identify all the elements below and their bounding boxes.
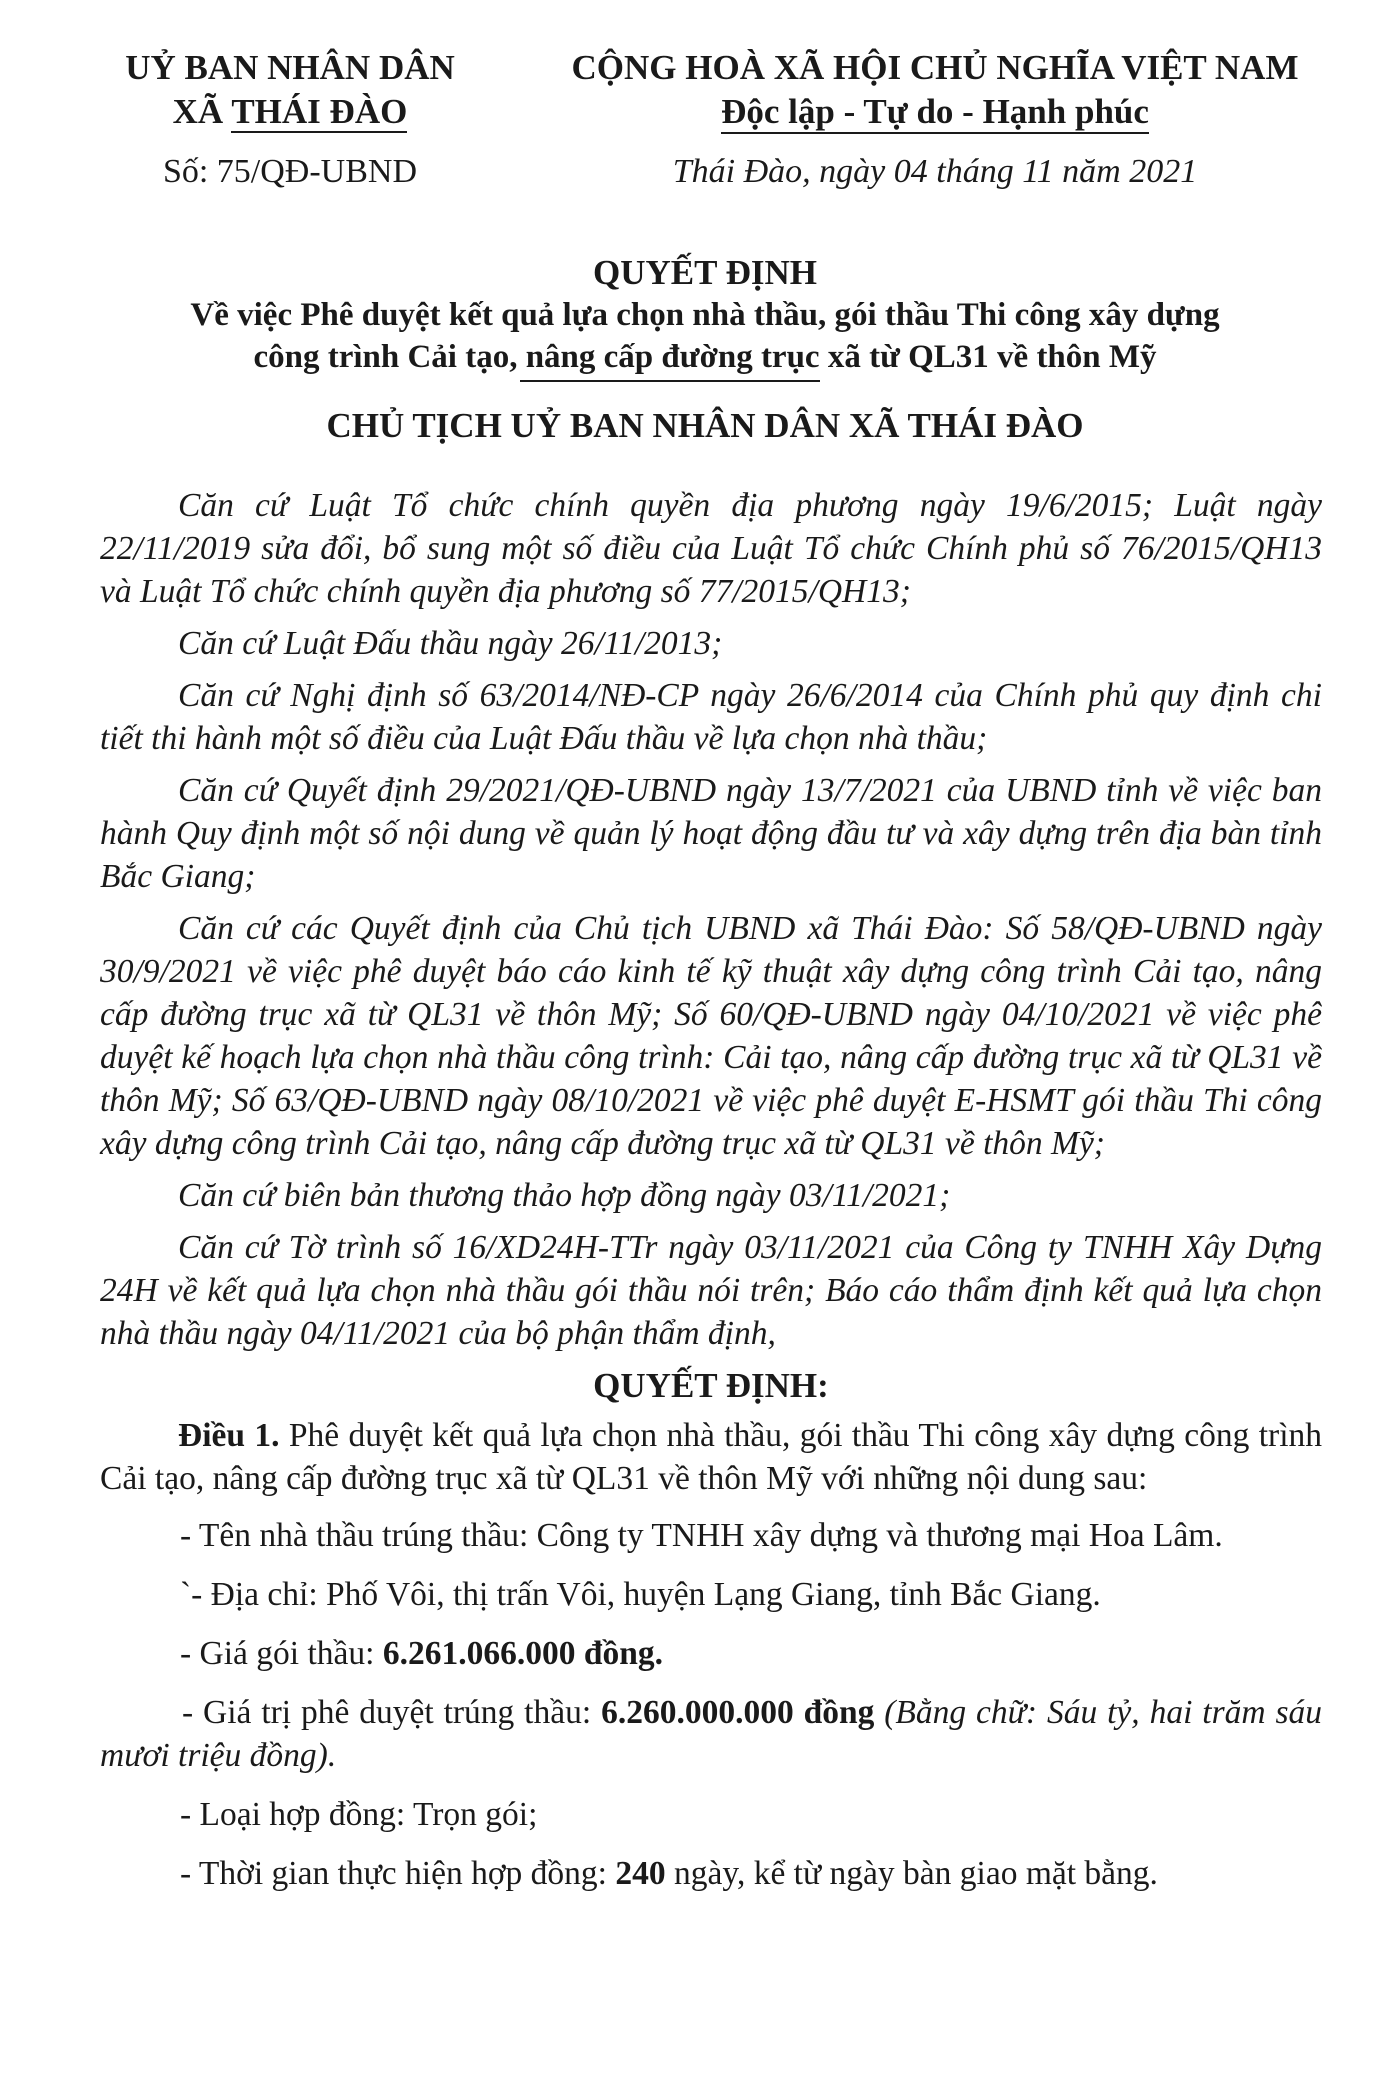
issuing-agency-block <box>70 46 510 194</box>
document-body <box>100 484 1322 1911</box>
agency-name-underlined: THÁI ĐÀO <box>231 92 408 131</box>
package-price <box>100 1632 1322 1675</box>
package-price-value: 6.261.066.000 đồng. <box>382 1635 663 1672</box>
national-motto-line <box>540 90 1330 134</box>
contract-duration-rest: ngày, kể từ ngày bàn giao mặt bằng. <box>665 1855 1158 1892</box>
national-title-block <box>540 46 1330 194</box>
award-value-label: - Giá trị phê duyệt trúng thầu: <box>182 1694 602 1731</box>
article-1-label: Điều 1. <box>178 1417 280 1454</box>
legal-basis-paragraph: Căn cứ Tờ trình số 16/XD24H-TTr ngày 03/11/2021 của Công ty TNHH Xây Dựng 24H về kết quả lựa chọn nhà thầu gói thầu nói trên; Báo cáo thẩm định kết quả lựa chọn nhà thầu ngày 04/11/2021 của bộ phận thẩm định, <box>100 1229 1322 1352</box>
article-1 <box>100 1414 1322 1500</box>
document-type: QUYẾT ĐỊNH <box>593 253 817 292</box>
legal-basis-paragraph: Căn cứ Luật Tổ chức chính quyền địa phương ngày 19/6/2015; Luật ngày 22/11/2019 sửa đổi, bổ sung một số điều của Luật Tổ chức Chính phủ số 76/2015/QH13 và Luật Tổ chức chính quyền địa phương số 77/2015/QH13; <box>100 487 1322 610</box>
document-header <box>0 46 1387 206</box>
legal-basis-paragraph: Căn cứ biên bản thương thảo hợp đồng ngày 03/11/2021; <box>178 1177 951 1214</box>
legal-basis-paragraph: Căn cứ Nghị định số 63/2014/NĐ-CP ngày 26/6/2014 của Chính phủ quy định chi tiết thi hành một số điều của Luật Đấu thầu về lựa chọn nhà thầu; <box>100 677 1322 757</box>
agency-name-line1: UỶ BAN NHÂN DÂN <box>125 48 455 87</box>
contract-duration <box>100 1852 1322 1895</box>
country-name: CỘNG HOÀ XÃ HỘI CHỦ NGHĨA VIỆT NAM <box>571 48 1299 87</box>
contractor-address: `- Địa chỉ: Phố Vôi, thị trấn Vôi, huyện Lạng Giang, tỉnh Bắc Giang. <box>180 1576 1101 1613</box>
agency-name-prefix: XÃ <box>172 92 232 131</box>
package-price-label: - Giá gói thầu: <box>180 1635 383 1672</box>
title-block <box>90 252 1320 448</box>
legal-basis-paragraph: Căn cứ Quyết định 29/2021/QĐ-UBND ngày 13/7/2021 của UBND tỉnh về việc ban hành Quy định một số nội dung về quản lý hoạt động đầu tư và xây dựng trên địa bàn tỉnh Bắc Giang; <box>100 772 1322 895</box>
issuer-title: CHỦ TỊCH UỶ BAN NHÂN DÂN XÃ THÁI ĐÀO <box>326 406 1084 445</box>
legal-basis-paragraph: Căn cứ các Quyết định của Chủ tịch UBND xã Thái Đào: Số 58/QĐ-UBND ngày 30/9/2021 về việc phê duyệt báo cáo kinh tế kỹ thuật xây dựng công trình Cải tạo, nâng cấp đường trục xã từ QL31 về thôn Mỹ; Số 60/QĐ-UBND ngày 04/10/2021 về việc phê duyệt kế hoạch lựa chọn nhà thầu công trình: Cải tạo, nâng cấp đường trục xã từ QL31 về thôn Mỹ; Số 63/QĐ-UBND ngày 08/10/2021 về việc phê duyệt E-HSMT gói thầu Thi công xây dựng công trình Cải tạo, nâng cấp đường trục xã từ QL31 về thôn Mỹ; <box>100 910 1322 1162</box>
article-1-text: Phê duyệt kết quả lựa chọn nhà thầu, gói thầu Thi công xây dựng công trình Cải tạo, nâng cấp đường trục xã từ QL31 về thôn Mỹ với những nội dung sau: <box>100 1417 1322 1497</box>
award-value-in-words: (Bằng chữ: Sáu tỷ, hai trăm sáu mươi triệu đồng). <box>100 1694 1323 1774</box>
subject-divider <box>520 380 820 382</box>
award-value <box>100 1691 1322 1777</box>
contract-duration-days: 240 <box>615 1855 666 1892</box>
agency-name-line2 <box>70 90 510 134</box>
legal-basis-paragraph: Căn cứ Luật Đấu thầu ngày 26/11/2013; <box>178 625 723 662</box>
subject-line-1: Về việc Phê duyệt kết quả lựa chọn nhà thầu, gói thầu Thi công xây dựng <box>190 297 1220 333</box>
contract-type: - Loại hợp đồng: Trọn gói; <box>180 1796 538 1833</box>
award-value-amount: 6.260.000.000 đồng <box>601 1694 875 1731</box>
decision-heading: QUYẾT ĐỊNH: <box>593 1366 829 1405</box>
contract-duration-label: - Thời gian thực hiện hợp đồng: <box>180 1855 616 1892</box>
national-motto: Độc lập - Tự do - Hạnh phúc <box>721 92 1149 134</box>
winning-contractor: - Tên nhà thầu trúng thầu: Công ty TNHH xây dựng và thương mại Hoa Lâm. <box>180 1517 1223 1554</box>
document-number: Số: 75/QĐ-UBND <box>162 153 418 190</box>
subject-line-2: công trình Cải tạo, nâng cấp đường trục xã từ QL31 về thôn Mỹ <box>253 339 1157 375</box>
place-and-date: Thái Đào, ngày 04 tháng 11 năm 2021 <box>672 153 1198 190</box>
